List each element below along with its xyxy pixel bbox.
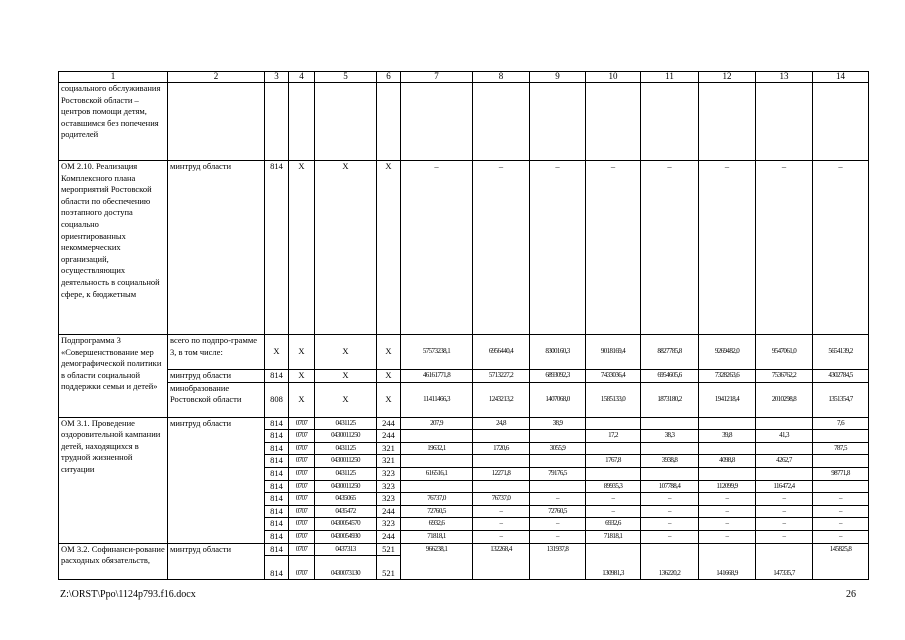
vr-cell: 321: [377, 455, 401, 468]
value-cell: –: [699, 161, 756, 335]
value-cell: 1407068,0: [530, 382, 586, 417]
value-cell: 116472,4: [756, 480, 813, 493]
vr-cell: Х: [377, 161, 401, 335]
grbs-cell: 808: [265, 382, 289, 417]
grbs-cell: 814: [265, 493, 289, 506]
column-header: 10: [586, 72, 641, 83]
column-header: 14: [813, 72, 869, 83]
rz-cell: 0707: [289, 556, 315, 580]
csr-cell: 0430054570: [315, 518, 377, 531]
column-header: 8: [473, 72, 530, 83]
table-row: [59, 83, 869, 161]
value-cell: [401, 455, 473, 468]
executor: минтруд области: [168, 370, 265, 383]
value-cell: 8300160,3: [530, 335, 586, 370]
value-cell: –: [586, 505, 641, 518]
vr-cell: 521: [377, 556, 401, 580]
value-cell: [401, 480, 473, 493]
value-cell: [473, 480, 530, 493]
executor: минтруд области: [168, 543, 265, 580]
csr-cell: 0431125: [315, 417, 377, 430]
csr-cell: 0435472: [315, 505, 377, 518]
grbs-cell: 814: [265, 543, 289, 556]
value-cell: 6954605,6: [641, 370, 699, 383]
rz-cell: Х: [289, 335, 315, 370]
value-cell: 9018169,4: [586, 335, 641, 370]
grbs-cell: 814: [265, 161, 289, 335]
csr-cell: 0431125: [315, 467, 377, 480]
value-cell: 2010298,8: [756, 382, 813, 417]
column-header: 13: [756, 72, 813, 83]
csr-cell: Х: [315, 335, 377, 370]
value-cell: 6932,6: [586, 518, 641, 531]
value-cell: –: [473, 530, 530, 543]
value-cell: 72760,5: [401, 505, 473, 518]
value-cell: [756, 442, 813, 455]
value-cell: 7536762,2: [756, 370, 813, 383]
value-cell: –: [756, 530, 813, 543]
value-cell: [813, 455, 869, 468]
value-cell: [586, 467, 641, 480]
value-cell: 79176,5: [530, 467, 586, 480]
value-cell: 38,3: [641, 430, 699, 443]
csr-cell: Х: [315, 382, 377, 417]
executor: минобразование Ростовской области: [168, 382, 265, 417]
grbs-cell: Х: [265, 335, 289, 370]
value-cell: [530, 455, 586, 468]
measure-name: ОМ 2.10. Реализация Комплексного плана мероприятий Ростовской области по обеспечению поэтапного доступа социально ориентированных некоммерческих организаций, осуществляющих деятельность в социальной сфере, к бюджетным: [59, 161, 168, 335]
rz-cell: 0707: [289, 493, 315, 506]
vr-cell: 244: [377, 530, 401, 543]
rz-cell: Х: [289, 382, 315, 417]
vr-cell: 323: [377, 480, 401, 493]
value-cell: –: [586, 493, 641, 506]
value-cell: 145825,8: [813, 543, 869, 580]
value-cell: –: [641, 505, 699, 518]
value-cell: [813, 480, 869, 493]
grbs-cell: 814: [265, 455, 289, 468]
column-header: 6: [377, 72, 401, 83]
value-cell: –: [641, 493, 699, 506]
value-cell: –: [813, 518, 869, 531]
value-cell: –: [473, 161, 530, 335]
value-cell: [530, 430, 586, 443]
value-cell: 7433036,4: [586, 370, 641, 383]
value-cell: [699, 417, 756, 430]
column-header: 5: [315, 72, 377, 83]
csr-cell: 0431125: [315, 442, 377, 455]
value-cell: –: [813, 530, 869, 543]
value-cell: –: [699, 518, 756, 531]
csr-cell: 0430011250: [315, 455, 377, 468]
csr-cell: Х: [315, 161, 377, 335]
value-cell: –: [586, 161, 641, 335]
rz-cell: Х: [289, 370, 315, 383]
value-cell: 107788,4: [641, 480, 699, 493]
value-cell: –: [813, 505, 869, 518]
csr-cell: 0430073130: [315, 556, 377, 580]
executor: всего по подпро-грамме 3, в том числе:: [168, 335, 265, 370]
value-cell: 6956440,4: [473, 335, 530, 370]
value-cell: –: [473, 518, 530, 531]
value-cell: 39,8: [699, 430, 756, 443]
value-cell: 147335,7: [756, 543, 813, 580]
column-header: 3: [265, 72, 289, 83]
value-cell: 71818,1: [586, 530, 641, 543]
rz-cell: 0707: [289, 505, 315, 518]
value-cell: 4262,7: [756, 455, 813, 468]
value-cell: 12271,8: [473, 467, 530, 480]
vr-cell: 244: [377, 417, 401, 430]
measure-name: ОМ 3.2. Софинанси-рование расходных обязательств,: [59, 543, 168, 580]
grbs-cell: 814: [265, 530, 289, 543]
value-cell: 98771,8: [813, 467, 869, 480]
value-cell: 112099,9: [699, 480, 756, 493]
value-cell: 57573238,1: [401, 335, 473, 370]
value-cell: 6932,6: [401, 518, 473, 531]
executor: минтруд области: [168, 161, 265, 335]
value-cell: 131937,8: [530, 543, 586, 580]
value-cell: –: [699, 530, 756, 543]
column-header: 9: [530, 72, 586, 83]
value-cell: 41,3: [756, 430, 813, 443]
header-row: [59, 72, 869, 83]
value-cell: –: [756, 493, 813, 506]
value-cell: 966238,1: [401, 543, 473, 580]
table-row: [59, 161, 869, 335]
value-cell: 130981,3: [586, 543, 641, 580]
rz-cell: 0707: [289, 442, 315, 455]
table-row: [59, 417, 869, 430]
rz-cell: Х: [289, 161, 315, 335]
value-cell: 17,2: [586, 430, 641, 443]
value-cell: 7,6: [813, 417, 869, 430]
value-cell: –: [641, 530, 699, 543]
table-row: [59, 335, 869, 370]
value-cell: –: [530, 518, 586, 531]
column-header: 11: [641, 72, 699, 83]
budget-table: [58, 71, 869, 580]
value-cell: 1873180,2: [641, 382, 699, 417]
subprogram-name: Подпрограмма 3 «Совершенствование мер демографической политики в области социальной поддержки семьи и детей»: [59, 335, 168, 418]
column-header: 12: [699, 72, 756, 83]
value-cell: 4302784,5: [813, 370, 869, 383]
value-cell: 3938,8: [641, 455, 699, 468]
csr-cell: Х: [315, 370, 377, 383]
rz-cell: 0707: [289, 530, 315, 543]
value-cell: –: [641, 161, 699, 335]
vr-cell: 244: [377, 430, 401, 443]
measure-name: социального обслуживания Ростовской области – центров помощи детям, оставшимся без попечения родителей: [59, 83, 168, 161]
value-cell: –: [813, 161, 869, 335]
table-row: [59, 543, 869, 556]
value-cell: –: [756, 161, 813, 335]
value-cell: –: [473, 505, 530, 518]
value-cell: [473, 455, 530, 468]
table-row: [59, 370, 869, 383]
value-cell: 76737,0: [473, 493, 530, 506]
vr-cell: Х: [377, 335, 401, 370]
value-cell: 1243213,2: [473, 382, 530, 417]
column-header: 1: [59, 72, 168, 83]
rz-cell: 0707: [289, 518, 315, 531]
value-cell: 7328263,6: [699, 370, 756, 383]
grbs-cell: 814: [265, 370, 289, 383]
vr-cell: 244: [377, 505, 401, 518]
rz-cell: 0707: [289, 417, 315, 430]
executor: минтруд области: [168, 417, 265, 543]
value-cell: 787,5: [813, 442, 869, 455]
vr-cell: 323: [377, 467, 401, 480]
vr-cell: 323: [377, 493, 401, 506]
value-cell: 24,8: [473, 417, 530, 430]
value-cell: [756, 417, 813, 430]
value-cell: 1720,6: [473, 442, 530, 455]
value-cell: –: [699, 505, 756, 518]
vr-cell: 321: [377, 442, 401, 455]
value-cell: –: [530, 530, 586, 543]
value-cell: 1351354,7: [813, 382, 869, 417]
file-path: Z:\ORST\Ppo\1124p793.f16.docx: [60, 589, 196, 600]
value-cell: 9547061,0: [756, 335, 813, 370]
value-cell: [641, 417, 699, 430]
value-cell: –: [756, 505, 813, 518]
csr-cell: 0430011250: [315, 430, 377, 443]
column-header: 4: [289, 72, 315, 83]
rz-cell: 0707: [289, 480, 315, 493]
value-cell: 8827785,8: [641, 335, 699, 370]
table-row: [59, 382, 869, 417]
value-cell: [473, 430, 530, 443]
rz-cell: 0707: [289, 430, 315, 443]
csr-cell: 0430054930: [315, 530, 377, 543]
grbs-cell: 814: [265, 467, 289, 480]
value-cell: –: [699, 493, 756, 506]
value-cell: [586, 442, 641, 455]
value-cell: 1585133,0: [586, 382, 641, 417]
value-cell: [401, 430, 473, 443]
value-cell: 46161771,8: [401, 370, 473, 383]
value-cell: –: [756, 518, 813, 531]
grbs-cell: 814: [265, 417, 289, 430]
grbs-cell: 814: [265, 505, 289, 518]
value-cell: 6893092,3: [530, 370, 586, 383]
vr-cell: Х: [377, 382, 401, 417]
value-cell: 5654139,2: [813, 335, 869, 370]
value-cell: 38,9: [530, 417, 586, 430]
value-cell: [641, 442, 699, 455]
value-cell: [756, 467, 813, 480]
value-cell: 132268,4: [473, 543, 530, 580]
value-cell: 1941218,4: [699, 382, 756, 417]
rz-cell: 0707: [289, 455, 315, 468]
grbs-cell: 814: [265, 442, 289, 455]
column-header: 2: [168, 72, 265, 83]
value-cell: [641, 467, 699, 480]
value-cell: –: [641, 518, 699, 531]
value-cell: 72760,5: [530, 505, 586, 518]
vr-cell: 323: [377, 518, 401, 531]
value-cell: 89935,3: [586, 480, 641, 493]
value-cell: 76737,0: [401, 493, 473, 506]
value-cell: 71818,1: [401, 530, 473, 543]
rz-cell: 0707: [289, 467, 315, 480]
value-cell: –: [813, 493, 869, 506]
value-cell: 19632,1: [401, 442, 473, 455]
value-cell: 1767,8: [586, 455, 641, 468]
value-cell: [699, 442, 756, 455]
vr-cell: Х: [377, 370, 401, 383]
value-cell: [699, 467, 756, 480]
grbs-cell: 814: [265, 430, 289, 443]
value-cell: 141668,9: [699, 543, 756, 580]
value-cell: –: [530, 161, 586, 335]
value-cell: –: [401, 161, 473, 335]
csr-cell: 0435065: [315, 493, 377, 506]
value-cell: 3055,9: [530, 442, 586, 455]
value-cell: 5713227,2: [473, 370, 530, 383]
rz-cell: 0707: [289, 543, 315, 556]
page-number: 26: [846, 589, 856, 600]
value-cell: –: [530, 493, 586, 506]
value-cell: [813, 430, 869, 443]
grbs-cell: 814: [265, 480, 289, 493]
grbs-cell: 814: [265, 556, 289, 580]
grbs-cell: 814: [265, 518, 289, 531]
value-cell: 207,9: [401, 417, 473, 430]
value-cell: 136220,2: [641, 543, 699, 580]
csr-cell: 0430011250: [315, 480, 377, 493]
value-cell: [530, 480, 586, 493]
value-cell: 9269482,0: [699, 335, 756, 370]
column-header: 7: [401, 72, 473, 83]
measure-name: ОМ 3.1. Проведение оздоровительной кампании детей, находящихся в трудной жизненной ситуации: [59, 417, 168, 543]
value-cell: 4098,8: [699, 455, 756, 468]
vr-cell: 521: [377, 543, 401, 556]
value-cell: [586, 417, 641, 430]
value-cell: 616516,1: [401, 467, 473, 480]
value-cell: 11411466,3: [401, 382, 473, 417]
csr-cell: 0437313: [315, 543, 377, 556]
